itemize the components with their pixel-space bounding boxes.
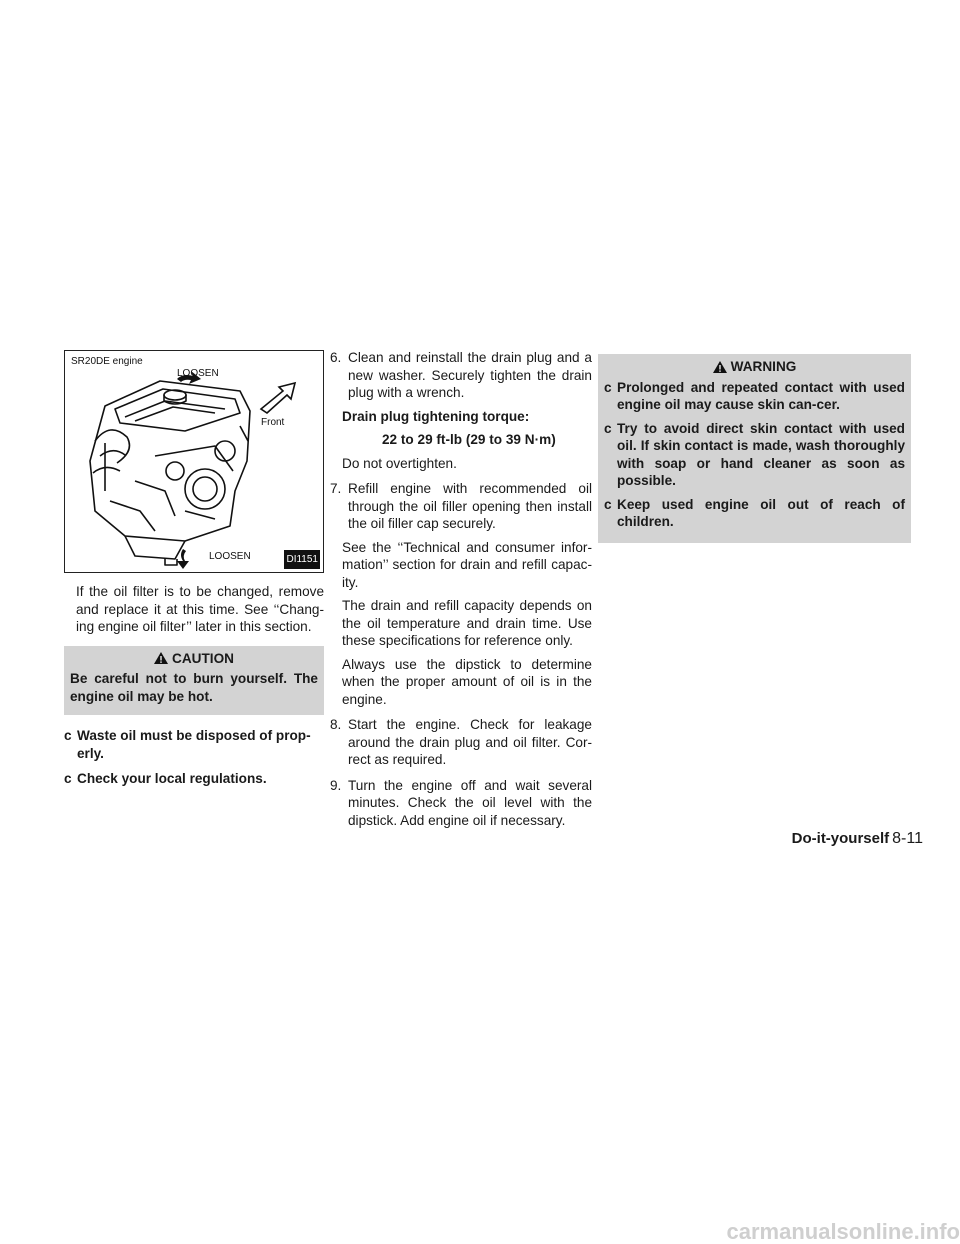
bullet-text: Check your local regulations. bbox=[77, 770, 324, 788]
step-number: 8. bbox=[330, 716, 342, 769]
front-label: Front bbox=[261, 417, 284, 428]
right-column bbox=[598, 354, 911, 543]
bullet-text: Waste oil must be disposed of prop-erly. bbox=[77, 727, 324, 762]
disposal-bullets bbox=[64, 727, 324, 788]
warning-box bbox=[598, 354, 911, 543]
bullet-text: Try to avoid direct skin contact with used oil. If skin contact is made, wash thoroughly with soap or hand cleaner as soon as possible. bbox=[617, 420, 905, 490]
warning-header bbox=[604, 358, 905, 376]
step-number: 7. bbox=[330, 480, 342, 533]
section-name: Do-it-yourself bbox=[792, 830, 890, 847]
warning-triangle-icon bbox=[154, 652, 168, 664]
step-8 bbox=[330, 716, 592, 769]
bullet-text: Keep used engine oil out of reach of children. bbox=[617, 496, 905, 531]
bullet-mark: c bbox=[64, 727, 77, 762]
no-overtighten-text: Do not overtighten. bbox=[330, 455, 592, 473]
caution-text: Be careful not to burn yourself. The engine oil may be hot. bbox=[70, 670, 318, 705]
intro-text: If the oil filter is to be changed, remove and replace it at this time. See ‘‘Chang-ing engine oil filter’’ later in this section. bbox=[64, 583, 324, 636]
torque-label: Drain plug tightening torque: bbox=[330, 408, 592, 426]
caution-box bbox=[64, 646, 324, 716]
bullet-mark: c bbox=[64, 770, 77, 788]
step-text: Turn the engine off and wait several minutes. Check the oil level with the dipstick. Add engine oil if necessary. bbox=[342, 777, 592, 830]
step-number: 6. bbox=[330, 349, 342, 402]
step-7 bbox=[330, 480, 592, 533]
warning-triangle-icon bbox=[713, 361, 727, 373]
engine-model-label: SR20DE engine bbox=[71, 356, 143, 367]
bullet-mark: c bbox=[604, 379, 617, 414]
step-text: Refill engine with recommended oil through the oil filler opening then install the oil filler cap securely. bbox=[342, 480, 592, 533]
caution-title: CAUTION bbox=[172, 650, 234, 668]
page-number: 8-11 bbox=[892, 830, 923, 847]
page-footer bbox=[792, 830, 923, 848]
step-text: Clean and reinstall the drain plug and a new washer. Securely tighten the drain plug with a wrench. bbox=[342, 349, 592, 402]
list-item bbox=[604, 420, 905, 490]
caution-header bbox=[70, 650, 318, 668]
step-6 bbox=[330, 349, 592, 402]
middle-column bbox=[330, 349, 592, 835]
step-text: Start the engine. Check for leakage around the drain plug and oil filter. Cor-rect as required. bbox=[342, 716, 592, 769]
left-column bbox=[64, 350, 324, 796]
step-7-note-2: The drain and refill capacity depends on the oil temperature and drain time. Use these specifications for reference only. bbox=[330, 597, 592, 650]
figure-id: DI1151 bbox=[284, 550, 320, 570]
watermark-text: carmanualsonline.info bbox=[727, 1223, 960, 1241]
step-7-note-3: Always use the dipstick to determine when the proper amount of oil is in the engine. bbox=[330, 656, 592, 709]
list-item bbox=[64, 727, 324, 762]
engine-illustration bbox=[64, 350, 324, 573]
warning-title: WARNING bbox=[731, 358, 797, 376]
step-9 bbox=[330, 777, 592, 830]
loosen-top-label: LOOSEN bbox=[177, 368, 219, 379]
step-number: 9. bbox=[330, 777, 342, 830]
list-item bbox=[604, 379, 905, 414]
bullet-mark: c bbox=[604, 420, 617, 490]
bullet-mark: c bbox=[604, 496, 617, 531]
torque-value: 22 to 29 ft-lb (29 to 39 N·m) bbox=[330, 431, 592, 449]
engine-drawing bbox=[65, 351, 323, 572]
loosen-bottom-label: LOOSEN bbox=[209, 551, 251, 562]
step-7-note-1: See the ‘‘Technical and consumer infor-mation’’ section for drain and refill capac-ity. bbox=[330, 539, 592, 592]
bullet-text: Prolonged and repeated contact with used engine oil may cause skin can-cer. bbox=[617, 379, 905, 414]
list-item bbox=[64, 770, 324, 788]
list-item bbox=[604, 496, 905, 531]
